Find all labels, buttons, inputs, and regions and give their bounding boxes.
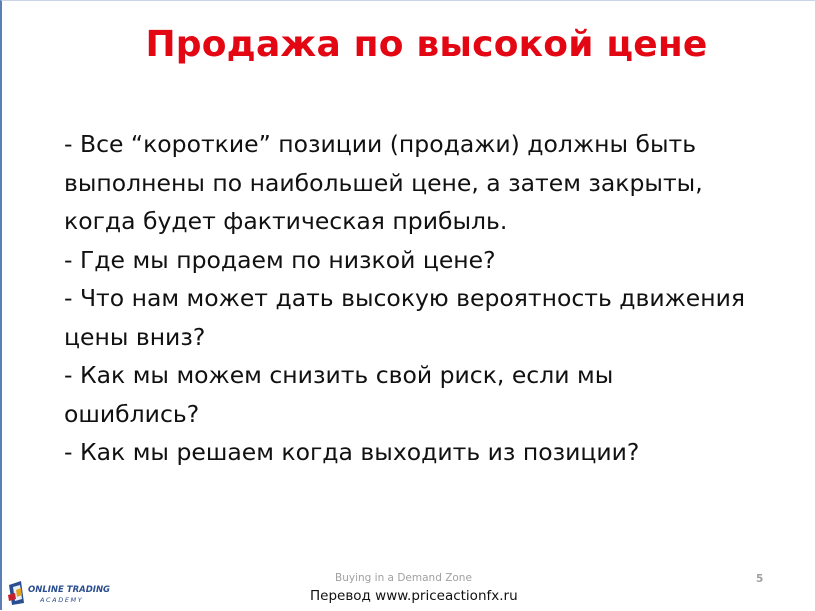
body-line: - Как мы решаем когда выходить из позиции?	[64, 438, 640, 466]
body-line: - Где мы продаем по низкой цене?	[64, 245, 496, 274]
translation-credit: Перевод www.priceactionfx.ru	[310, 588, 518, 604]
logo-emblem-icon	[8, 581, 24, 605]
logo-line2: ACADEMY	[40, 596, 84, 604]
body-line: цены вниз?	[64, 322, 206, 351]
body-line: когда будет фактическая прибыль.	[64, 207, 508, 235]
academy-logo	[6, 577, 111, 607]
logo-line1: ONLINE TRADING	[28, 585, 111, 595]
body-line: выполнены по наибольшей цене, а затем закрыты,	[64, 168, 703, 197]
slide-body	[64, 125, 808, 472]
footer-caption: Buying in a Demand Zone	[335, 572, 472, 584]
body-line: - Как мы можем снизить свой риск, если мы	[64, 361, 614, 389]
body-line: - Все “короткие” позиции (продажи) должны быть	[64, 130, 697, 158]
page-number: 5	[756, 573, 764, 585]
body-line: ошиблись?	[64, 399, 200, 428]
body-line: - Что нам может дать высокую вероятность движения	[64, 284, 746, 312]
slide-title: Продажа по высокой цене	[145, 24, 708, 65]
